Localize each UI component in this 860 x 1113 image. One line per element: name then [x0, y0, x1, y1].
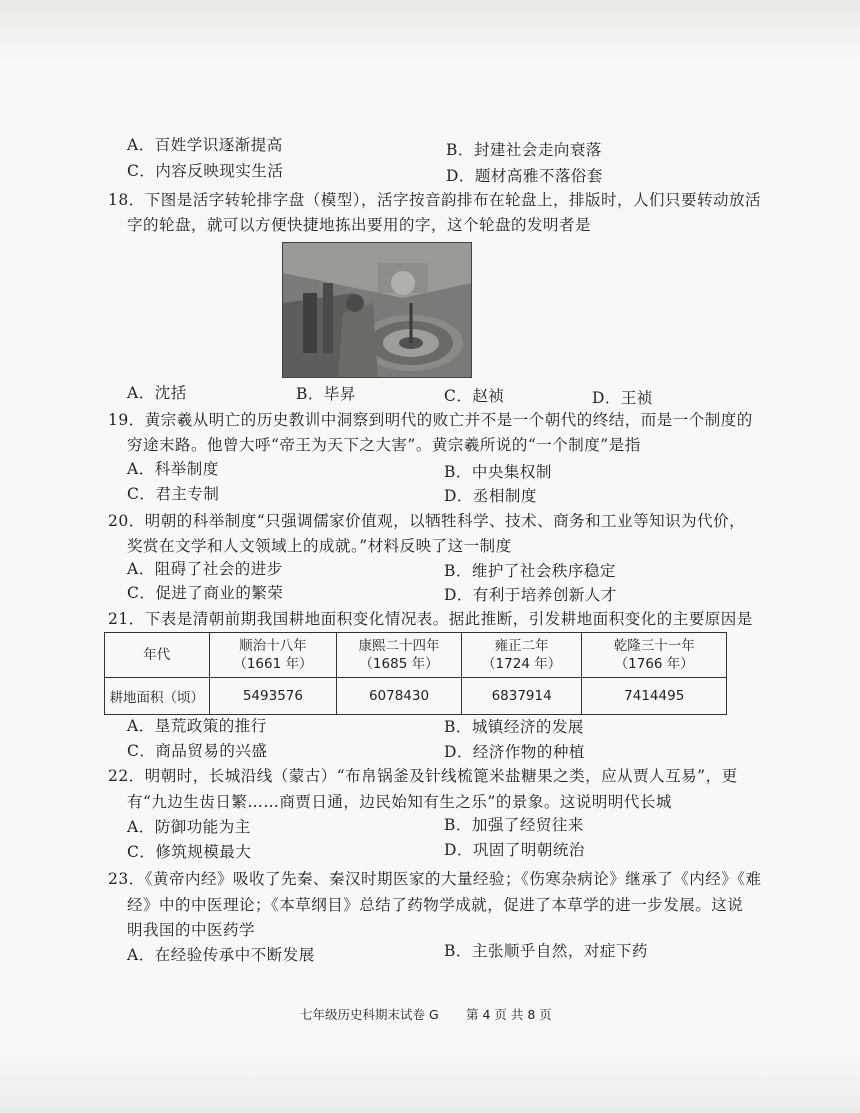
- q19-stem-line1: 19．黄宗羲从明亡的历史教训中洞察到明代的败亡并不是一个朝代的终结，而是一个制度的: [108, 411, 753, 429]
- q19-option-d: D．丞相制度: [444, 487, 537, 505]
- q17-option-c: C．内容反映现实生活: [127, 162, 284, 180]
- q22-option-d: D．巩固了明朝统治: [444, 841, 585, 859]
- q21-stem-line1: 21．下表是清朝前期我国耕地面积变化情况表。据此推断，引发耕地面积变化的主要原因是: [108, 610, 753, 628]
- footer-page-number: 第 4 页 共 8 页: [466, 1007, 552, 1022]
- farmland-area-table: [104, 632, 727, 715]
- q18-option-b: B．毕昇: [296, 385, 356, 403]
- q23-stem-line2: 经》中的中医理论；《本草纲目》总结了药物学成就，促进了本草学的进一步发展。这说: [127, 896, 744, 914]
- q19-option-c: C．君主专制: [127, 485, 220, 503]
- q18-option-c: C．赵祯: [444, 387, 505, 405]
- table-cell: 6078430: [337, 678, 462, 715]
- table-cell: [209, 633, 337, 678]
- q18-option-a: A．沈括: [127, 384, 187, 402]
- table-era-text: 乾隆三十一年: [613, 638, 695, 654]
- q19-option-a: A．科举制度: [127, 460, 219, 478]
- q17-option-b: B．封建社会走向衰落: [446, 141, 602, 159]
- q18-stem-line1: 18．下图是活字转轮排字盘（模型），活字按音韵排布在轮盘上，排版时，人们只要转动放活: [108, 191, 761, 209]
- q19-stem-line2: 穷途末路。他曾大呼“帝王为天下之大害”。黄宗羲所说的“一个制度”是指: [127, 436, 641, 454]
- q18-option-d: D．王祯: [592, 389, 653, 407]
- q23-option-a: A．在经验传承中不断发展: [127, 946, 315, 964]
- table-cell: [461, 633, 582, 678]
- table-era-text: 顺治十八年: [239, 638, 307, 654]
- table-cell: [582, 633, 727, 678]
- table-row: [105, 633, 727, 678]
- q22-option-c: C．修筑规模最大: [127, 843, 252, 861]
- footer-exam-title: 七年级历史科期末试卷 G: [300, 1007, 439, 1022]
- table-era-text: 雍正二年: [494, 638, 549, 654]
- q23-option-b: B．主张顺乎自然，对症下药: [444, 942, 648, 960]
- table-era-text: 康熙二十四年: [358, 638, 440, 654]
- table-header-era: 年代: [105, 633, 210, 678]
- q21-option-d: D．经济作物的种植: [444, 743, 585, 761]
- movable-type-wheel-illustration: [283, 243, 471, 377]
- q18-stem-line2: 字的轮盘，就可以方便快捷地拣出要用的字，这个轮盘的发明者是: [127, 216, 592, 234]
- movable-type-wheel-photo: [282, 242, 472, 378]
- table-cell: 7414495: [582, 678, 727, 715]
- table-cell: 5493576: [209, 678, 337, 715]
- q21-option-c: C．商品贸易的兴盛: [127, 742, 268, 760]
- q22-stem-line2: 有“九边生齿日繁……商贾日通，边民始知有生之乐”的景象。这说明明代长城: [127, 793, 672, 811]
- q22-stem-line1: 22．明朝时，长城沿线（蒙古）“布帛锅釜及针线梳篦米盐糖果之类，应从贾人互易”，更: [108, 767, 738, 785]
- q20-option-b: B．维护了社会秩序稳定: [444, 562, 616, 580]
- q20-stem-line2: 奖赏在文学和人文领域上的成就。”材料反映了这一制度: [127, 537, 512, 555]
- q21-option-a: A．垦荒政策的推行: [127, 717, 267, 735]
- table-year-text: （1661 年）: [233, 656, 313, 672]
- q20-option-c: C．促进了商业的繁荣: [127, 584, 284, 602]
- table-row: [105, 678, 727, 715]
- table-year-text: （1766 年）: [614, 656, 694, 672]
- q22-option-b: B．加强了经贸往来: [444, 816, 584, 834]
- table-cell: 6837914: [461, 678, 582, 715]
- q21-option-b: B．城镇经济的发展: [444, 718, 584, 736]
- q22-option-a: A．防御功能为主: [127, 818, 251, 836]
- q20-option-d: D．有利于培养创新人才: [444, 586, 617, 604]
- q20-stem-line1: 20．明朝的科举制度“只强调儒家价值观，以牺牲科学、技术、商务和工业等知识为代价，: [108, 512, 746, 530]
- q20-option-a: A．阻碍了社会的进步: [127, 560, 283, 578]
- table-header-area: 耕地面积（顷）: [105, 678, 210, 715]
- table-year-text: （1685 年）: [359, 656, 439, 672]
- table-cell: [337, 633, 462, 678]
- q19-option-b: B．中央集权制: [444, 463, 552, 481]
- q17-option-a: A．百姓学识逐渐提高: [127, 136, 283, 154]
- q23-stem-line3: 明我国的中医药学: [127, 921, 256, 939]
- q17-option-d: D．题材高雅不落俗套: [446, 167, 603, 185]
- table-year-text: （1724 年）: [482, 656, 562, 672]
- q23-stem-line1: 23．《黄帝内经》吸收了先秦、秦汉时期医家的大量经验；《伤寒杂病论》继承了《内经》《难: [108, 870, 762, 888]
